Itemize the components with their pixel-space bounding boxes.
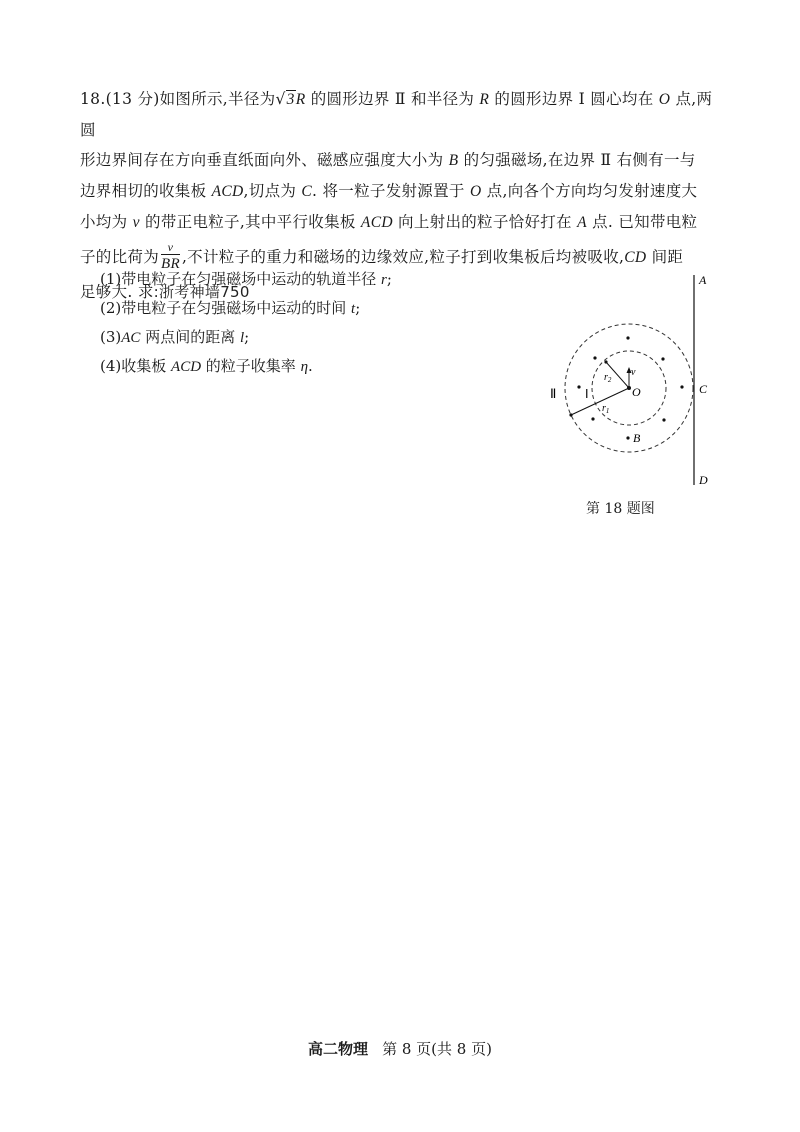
field-dot bbox=[577, 385, 580, 388]
math-var: A bbox=[577, 214, 587, 231]
math-var: B bbox=[448, 152, 459, 169]
sub-questions bbox=[100, 265, 392, 381]
sqrt-expression: √3 bbox=[275, 90, 295, 108]
magnetic-field-diagram bbox=[548, 270, 728, 495]
footer-subject: 高二物理 bbox=[308, 1040, 369, 1058]
label-r1: $r_1$ bbox=[602, 403, 610, 415]
math-var: C bbox=[301, 183, 313, 200]
sqrt-radicand: 3 bbox=[286, 91, 295, 108]
question-3 bbox=[100, 323, 392, 352]
fraction-numerator: v bbox=[161, 241, 180, 255]
label-D: D bbox=[699, 473, 708, 487]
question-text: ; bbox=[244, 328, 250, 346]
radius-r1-end bbox=[569, 413, 572, 416]
field-dot bbox=[662, 418, 665, 421]
math-var: r bbox=[381, 272, 387, 288]
question-text: (3) bbox=[100, 328, 122, 346]
question-text: ; bbox=[386, 270, 392, 288]
text-segment: . 将一粒子发射源置于 bbox=[312, 182, 470, 200]
field-dot bbox=[626, 436, 629, 439]
question-1 bbox=[100, 265, 392, 294]
label-r2: $r_2$ bbox=[604, 372, 612, 384]
math-var: t bbox=[351, 301, 356, 317]
text-segment: 间距 bbox=[646, 248, 684, 266]
text-segment: 点,两圆 bbox=[80, 90, 713, 139]
question-text: (2)带电粒子在匀强磁场中运动的时间 bbox=[100, 299, 352, 317]
problem-line-1 bbox=[80, 84, 722, 145]
field-dot bbox=[626, 336, 629, 339]
field-dot bbox=[591, 417, 594, 420]
math-var: ACD bbox=[211, 183, 244, 200]
text-segment: 子的比荷为 bbox=[80, 248, 160, 266]
math-var: R bbox=[295, 91, 306, 108]
math-var: AC bbox=[121, 330, 141, 346]
field-dot bbox=[661, 357, 664, 360]
text-segment: 的圆形边界 Ⅱ 和半径为 bbox=[305, 90, 480, 108]
question-text: ; bbox=[355, 299, 361, 317]
text-segment: 的匀强磁场,在边界 Ⅱ 右侧有一与 bbox=[458, 151, 696, 169]
text-segment: ,不计粒子的重力和磁场的边缘效应,粒子打到收集板后均被吸收, bbox=[181, 248, 625, 266]
footer-page: 第 8 页(共 8 页) bbox=[382, 1040, 492, 1058]
text-segment: 点,向各个方向均匀发射速度大 bbox=[481, 182, 698, 200]
text-segment: 的圆形边界 Ⅰ 圆心均在 bbox=[489, 90, 659, 108]
question-4 bbox=[100, 352, 392, 381]
label-boundary-I: Ⅰ bbox=[585, 387, 589, 401]
text-segment: 边界相切的收集板 bbox=[80, 182, 212, 200]
math-var: O bbox=[469, 183, 482, 200]
math-var: v bbox=[132, 214, 140, 231]
question-text: 的粒子收集率 bbox=[201, 357, 301, 375]
text-segment: 如图所示,半径为 bbox=[159, 90, 276, 108]
text-segment: 小均为 bbox=[80, 213, 133, 231]
problem-line-2 bbox=[80, 145, 722, 176]
field-dot bbox=[680, 385, 683, 388]
text-segment: 形边界间存在方向垂直纸面向外、磁感应强度大小为 bbox=[80, 151, 449, 169]
label-C: C bbox=[699, 382, 708, 396]
figure-caption: 第 18 题图 bbox=[586, 501, 655, 517]
math-var: CD bbox=[624, 249, 647, 266]
math-var: l bbox=[239, 330, 245, 346]
text-segment: 足够大. 求 bbox=[80, 283, 154, 301]
question-text: (1)带电粒子在匀强磁场中运动的轨道半径 bbox=[100, 270, 382, 288]
watermark-text: :浙考神墙750 bbox=[153, 283, 250, 301]
question-2 bbox=[100, 294, 392, 323]
label-A: A bbox=[699, 273, 707, 287]
question-text: 两点间的距离 bbox=[140, 328, 240, 346]
problem-score: (13 分) bbox=[105, 90, 160, 108]
label-B: B bbox=[633, 431, 641, 445]
label-O: O bbox=[632, 385, 641, 399]
math-var: O bbox=[658, 91, 671, 108]
text-segment: 点. 已知带电粒 bbox=[586, 213, 698, 231]
label-v: v bbox=[631, 367, 636, 378]
math-var: ACD bbox=[360, 214, 393, 231]
math-var: η bbox=[300, 359, 309, 375]
fraction-denominator: BR bbox=[161, 255, 180, 272]
radius-r2-end bbox=[604, 360, 607, 363]
problem-line-3 bbox=[80, 176, 722, 207]
math-var: R bbox=[479, 91, 490, 108]
question-text: (4)收集板 bbox=[100, 357, 172, 375]
label-boundary-II: Ⅱ bbox=[550, 386, 557, 401]
text-segment: 向上射出的粒子恰好打在 bbox=[392, 213, 578, 231]
problem-line-4 bbox=[80, 207, 722, 238]
math-var: ACD bbox=[171, 359, 202, 375]
text-segment: 的带正电粒子,其中平行收集板 bbox=[139, 213, 361, 231]
page-footer bbox=[0, 1038, 800, 1059]
radius-r2-line bbox=[606, 362, 629, 388]
field-dot bbox=[593, 356, 596, 359]
problem-number: 18. bbox=[80, 90, 106, 108]
text-segment: ,切点为 bbox=[243, 182, 302, 200]
question-text: . bbox=[308, 357, 313, 375]
figure-18 bbox=[548, 270, 728, 495]
